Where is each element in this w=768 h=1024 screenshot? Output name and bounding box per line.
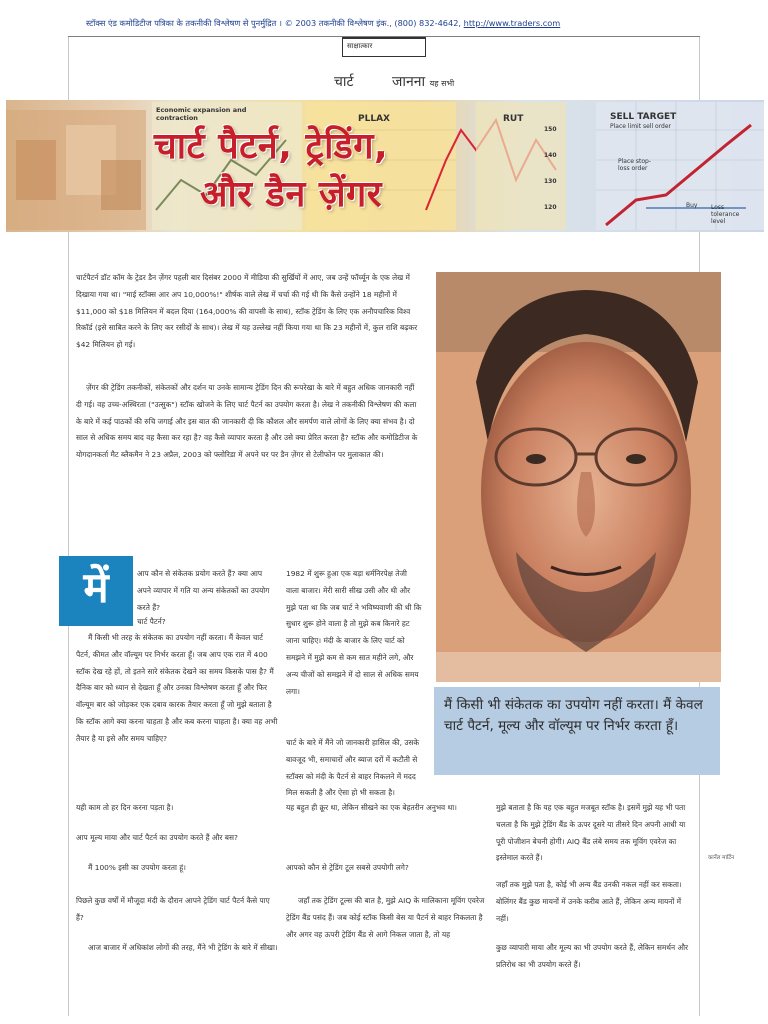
banner-label-sell-target: SELL TARGET bbox=[610, 112, 677, 122]
section-tab bbox=[342, 37, 426, 57]
subhead-knowing bbox=[392, 72, 454, 91]
lower-col1-answer-2: आज बाजार में अधिकांश लोगों की तरह, मैंने भी ट्रेडिंग के बारे में सीखा। bbox=[88, 943, 278, 952]
lower-col2-answer: जहाँ तक ट्रेडिंग टूल्स की बात है, मुझे AIQ के मालिकाना मूविंग एवरेज ट्रेडिंग बैंड पसंद हैं। जब कोई स्टॉक किसी बेस या पैटर्न से बाहर निकलता है और अगर वह ऊपरी ट्रेडिंग बैंड से आगे निकल जाता है, तो यह bbox=[286, 896, 485, 939]
col1-question: आप कौन से संकेतक प्रयोग करते हैं? क्या आप अपने व्यापार में गति या अन्य संकेतकों का उपयोग करते हैं? bbox=[137, 569, 270, 612]
lower-col1-question-1: आप मूल्य माया और चार्ट पैटर्न का उपयोग करते हैं और बस? bbox=[76, 833, 238, 842]
lower-col2-question: आपको कौन से ट्रेडिंग टूल सबसे उपयोगी लगे? bbox=[286, 863, 409, 872]
section-tab-label: साक्षात्कार bbox=[347, 42, 373, 50]
col1-answer: मैं किसी भी तरह के संकेतक का उपयोग नहीं करता। मैं केवल चार्ट पैटर्न, कीमत और वॉल्यूम पर निर्भर करता हूँ। जब आप एक रात में 400 स्टॉक देख रहे हों, तो इतने सारे संकेतक देखने का समय किसके पास है? मैं दैनिक बार को ध्यान से देखता हूँ और उनका विश्लेषण करता हूँ और फिर वॉल्यूम बार को जोड़कर एक दबाव कारक तैयार करता हूँ जो मुझे बताता है कि स्टॉक आगे क्या करना चाहता है और कब करना चाहता है। क्या वह अभी तैयार है या इसे और समय चाहिए? bbox=[76, 633, 278, 743]
banner-axis-140: 140 bbox=[544, 152, 557, 159]
banner-axis-120: 120 bbox=[544, 204, 557, 211]
pull-quote: मैं किसी भी संकेतक का उपयोग नहीं करता। मैं केवल चार्ट पैटर्न, मूल्य और वॉल्यूम पर निर्भर करता हूँ। bbox=[434, 687, 720, 775]
banner-label-pillax: PLLAX bbox=[358, 114, 390, 124]
lower-col3-text-2: जहाँ तक मुझे पता है, कोई भी अन्य बैंड उनकी नकल नहीं कर सकता। बोलिंगर बैंड कुछ मायनों में उनके करीब आते हैं, लेकिन अन्य मायनों में नहीं। bbox=[496, 880, 682, 923]
subhead-word: जानना bbox=[392, 74, 426, 90]
lower-col3-text-3: कुछ व्यापारी माया और मूल्य का भी उपयोग करते हैं, लेकिन समर्थन और प्रतिरोध का भी उपयोग करते हैं। bbox=[496, 943, 689, 969]
banner-label-place-limit: Place limit sell order bbox=[610, 123, 672, 130]
title-banner bbox=[6, 100, 764, 232]
portrait-photo bbox=[436, 272, 721, 682]
banner-label-economic: Economic expansion and contraction bbox=[156, 106, 247, 122]
banner-title-line2: और डैन ज़ेंगर bbox=[199, 174, 383, 215]
banner-label-buy: Buy bbox=[686, 202, 698, 209]
banner-label-rut: RUT bbox=[503, 114, 524, 124]
banner-label-place-stop: Place stop-loss order bbox=[618, 158, 651, 172]
subhead-chart: चार्ट bbox=[334, 74, 354, 90]
dropcap: में bbox=[59, 556, 133, 626]
banner-axis-130: 130 bbox=[544, 178, 557, 185]
col2-paragraph-1: 1982 में शुरू हुआ एक बड़ा धर्मनिरपेक्ष तेजी वाला बाजार। मेरी सारी सीख उसी और थी और मुझे पता था कि जब चार्ट ने भविष्यवाणी की थी कि सुधार शुरू होने वाला है तो मुझे कब किनारे हट जाना चाहिए। मंदी के बाजार के लिए चार्ट को समझने में मुझे कम से कम सात महीने लगे, और अन्य चीजों को समझने में दो साल से अधिक समय लगा। bbox=[286, 569, 422, 696]
banner-title-line1: चार्ट पैटर्न, ट्रेडिंग, bbox=[153, 126, 389, 167]
banner-label-loss-tolerance: Loss tolerance level bbox=[711, 204, 740, 225]
photo-credit: कार्नेल मार्टिन bbox=[708, 855, 735, 861]
reprint-header bbox=[86, 18, 746, 29]
subhead-small-word: यह सभी bbox=[429, 79, 455, 88]
traders-link[interactable]: http://www.traders.com bbox=[463, 18, 561, 28]
lower-col3-text-1: मुझे बताता है कि यह एक बहुत मजबूत स्टॉक है। इसमें मुझे यह भी पता चलता है कि मुझे ट्रेडिंग बैंड के ऊपर दूसरे या तीसरे दिन अपनी आधी या पूरी पोजीशन बेचनी होगी। AIQ बैंड लंबे समय तक मूविंग एवरेज का इस्तेमाल करते हैं। bbox=[496, 803, 686, 863]
portrait-illustration bbox=[436, 272, 721, 682]
intro-paragraph-2: ज़ेंगर की ट्रेडिंग तकनीकों, संकेतकों और दर्शन या उनके सामान्य ट्रेडिंग दिन की रूपरेखा के बारे में बहुत अधिक जानकारी नहीं दी गई। वह उच्च-अस्थिरता ("उत्सुक") स्टॉक खोजने के लिए चार्ट पैटर्न का उपयोग करता है। लेख ने तकनीकी विश्लेषण की कला के बारे में कई पाठकों की रुचि जगाई और इस बात की जानकारी दी कि कौशल और समर्पण वाले लोगों के लिए क्या संभव है। दो साल से अधिक समय बाद वह कैसा कर रहा है? वह कैसे व्यापार करता है और उसे क्या प्रेरित करता है? स्टॉक और कमोडिटीज के योगदानकर्ता मैट ब्लैकमैन ने 23 अप्रैल, 2003 को फ्लोरिडा में अपने घर पर डैन ज़ेंगर से टेलीफोन पर मुलाकात की। bbox=[76, 383, 418, 460]
intro-paragraph-1: चार्टपैटर्न डॉट कॉम के ट्रेडर डैन ज़ेंगर पहली बार दिसंबर 2000 में मीडिया की सुर्खियों में आए, जब उन्हें फॉर्च्यून के एक लेख में दिखाया गया था। "माई स्टॉक्स आर अप 10,000%!" शीर्षक वाले लेख में चर्चा की गई थी कि कैसे उन्होंने 18 महीनों में $11,000 को $18 मिलियन में बदल दिया (164,000% की वापसी के साथ), स्टॉक ट्रेडिंग के लिए एक अनौपचारिक विश्व रिकॉर्ड (इसे साबित करने के लिए कर रसीदों के साथ)। लेख में यह उल्लेख नहीं किया गया था कि 23 महीनों में, कुल राशि बढ़कर $42 मिलियन हो गई। bbox=[76, 273, 418, 350]
col2-paragraph-2: चार्ट के बारे में मैंने जो जानकारी हासिल की, उसके बावजूद भी, समाचारों और ब्याज दरों में कटौती से स्टॉक्स को मंदी के पैटर्न से बाहर निकलने में मदद मिल सकती है और ऐसा हो भी सकता है। bbox=[286, 738, 420, 798]
banner-axis-150: 150 bbox=[544, 126, 557, 133]
reprint-notice: स्टॉक्स एंड कमोडिटीज पत्रिका के तकनीकी विश्लेषण से पुनर्मुद्रित । © 2003 तकनीकी विश्लेषण इंक., (800) 832-4642, bbox=[86, 18, 464, 28]
lower-col1-text-1: यही काम तो हर दिन करना पड़ता है। bbox=[76, 803, 174, 812]
lower-col1-question-2: पिछले कुछ वर्षों में मौजूदा मंदी के दौरान आपने ट्रेडिंग चार्ट पैटर्न कैसे पाए हैं? bbox=[76, 896, 270, 922]
lower-col2-text-1: यह बहुत ही क्रूर था, लेकिन सीखने का एक बेहतरीन अनुभव था। bbox=[286, 803, 457, 812]
col1-question-b: चार्ट पैटर्न? bbox=[137, 617, 166, 626]
lower-col1-answer-1: मैं 100% इसी का उपयोग करता हूं। bbox=[88, 863, 186, 872]
